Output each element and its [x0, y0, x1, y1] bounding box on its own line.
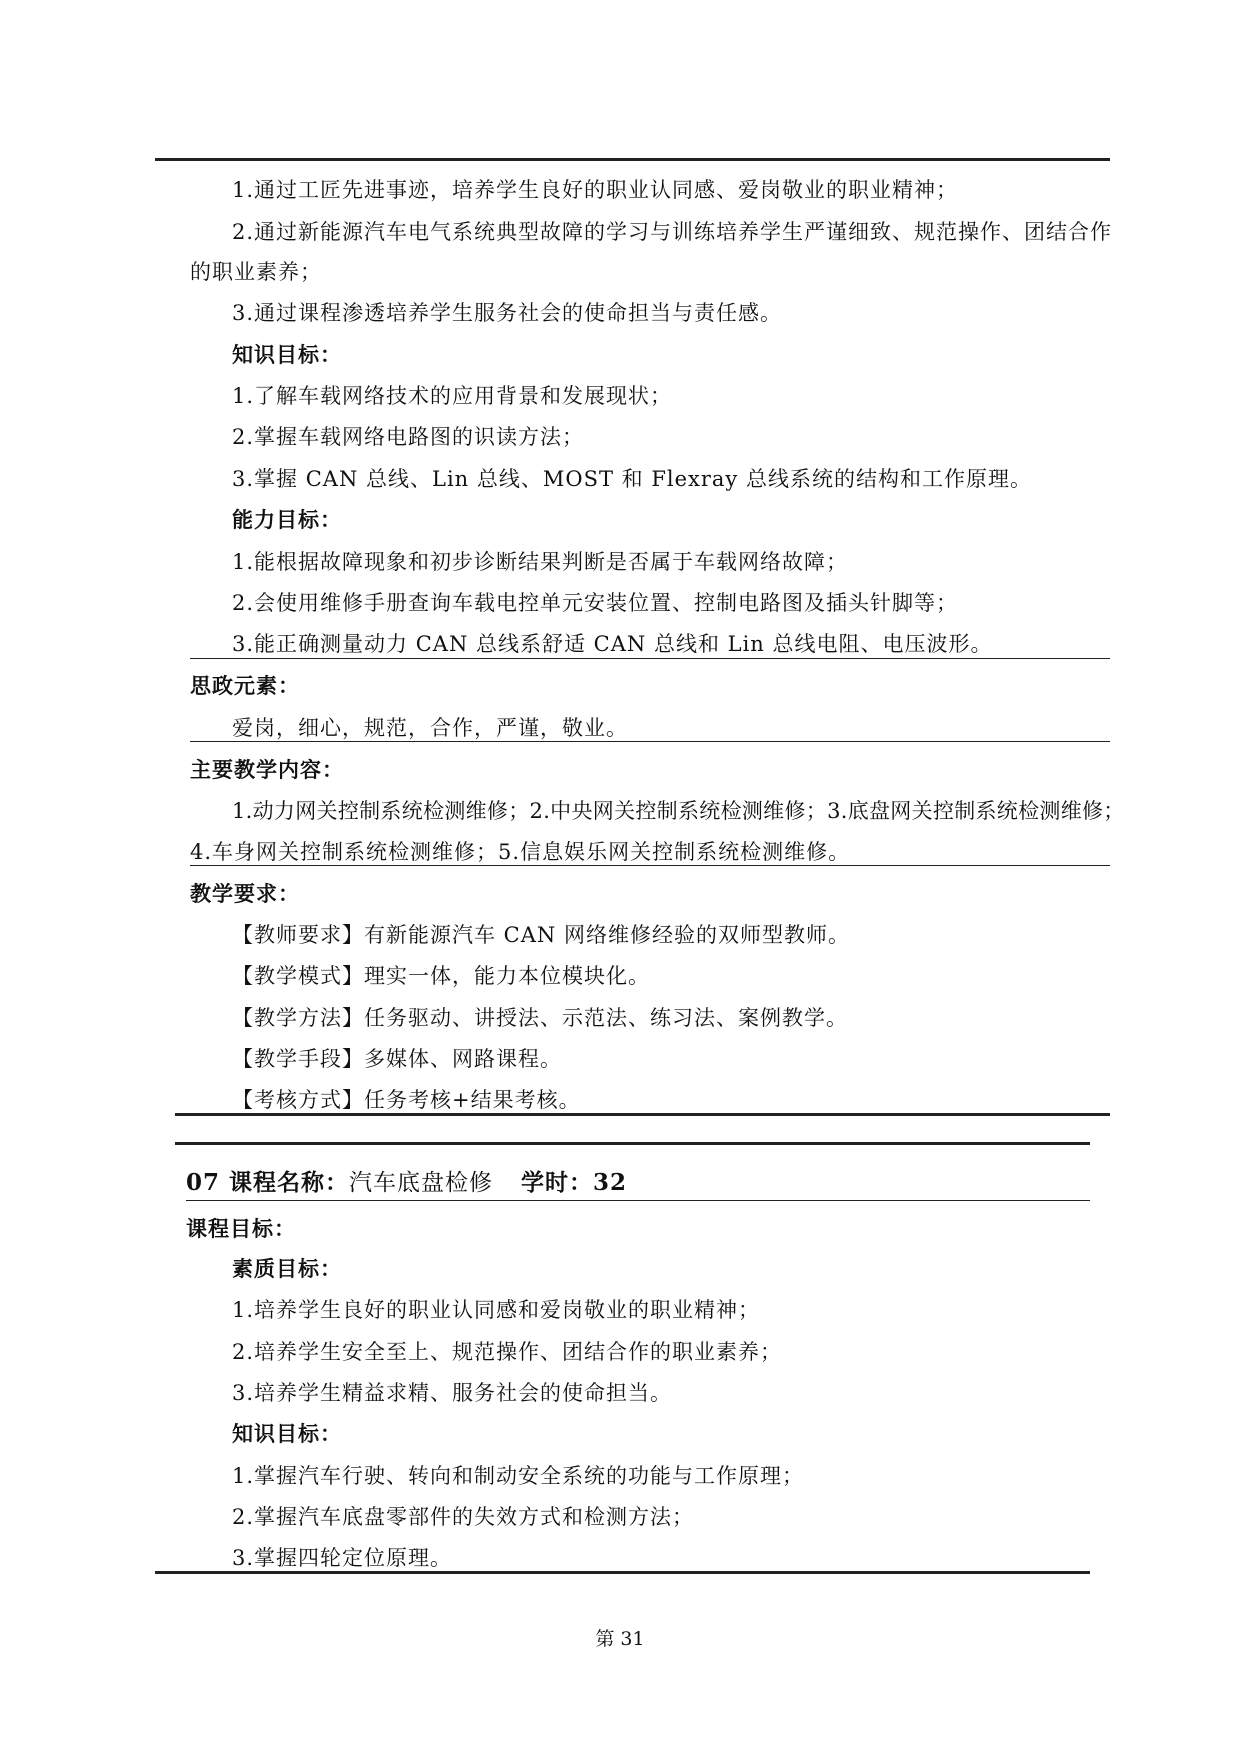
knowledge-item: 1.了解车载网络技术的应用背景和发展现状； — [232, 384, 673, 408]
course-title-rule — [186, 1200, 1090, 1201]
knowledge-heading: 知识目标： — [232, 1421, 342, 1446]
requirement-item: 【教学方法】任务驱动、讲授法、示范法、练习法、案例教学。 — [232, 1006, 848, 1030]
knowledge-item: 2.掌握汽车底盘零部件的失效方式和检测方法； — [232, 1505, 695, 1529]
knowledge-item: 3.掌握 CAN 总线、Lin 总线、MOST 和 Flexray 总线系统的结构和工作原理。 — [232, 467, 1032, 491]
knowledge-item: 3.掌握四轮定位原理。 — [232, 1546, 453, 1570]
ideology-text: 爱岗，细心，规范，合作，严谨，敬业。 — [232, 716, 628, 740]
knowledge-item: 1.掌握汽车行驶、转向和制动安全系统的功能与工作原理； — [232, 1464, 805, 1488]
knowledge-item: 2.掌握车载网络电路图的识读方法； — [232, 425, 585, 449]
content-heading: 主要教学内容： — [190, 757, 344, 782]
ability-item: 2.会使用维修手册查询车载电控单元安装位置、控制电路图及插头针脚等； — [232, 591, 959, 615]
quality-item: 3.培养学生精益求精、服务社会的使命担当。 — [232, 1381, 673, 1405]
requirements-heading: 教学要求： — [190, 881, 300, 906]
bottom-rule — [155, 1571, 1090, 1574]
table-bottom-rule — [175, 1113, 1110, 1116]
course-hours: 学时：32 — [521, 1169, 628, 1196]
content-line: 1.动力网关控制系统检测维修；2.中央网关控制系统检测维修；3.底盘网关控制系统检测维修； — [232, 799, 1125, 823]
course-name: 汽车底盘检修 — [349, 1170, 494, 1196]
quality-item: 的职业素养； — [190, 260, 322, 284]
knowledge-heading: 知识目标： — [232, 342, 342, 367]
quality-item: 1.通过工匠先进事迹，培养学生良好的职业认同感、爱岗敬业的职业精神； — [232, 178, 959, 202]
objectives-heading: 课程目标： — [186, 1216, 296, 1241]
requirement-item: 【考核方式】任务考核+结果考核。 — [232, 1088, 581, 1112]
section-rule — [190, 865, 1110, 866]
course-title — [186, 1170, 627, 1196]
requirement-item: 【教师要求】有新能源汽车 CAN 网络维修经验的双师型教师。 — [232, 923, 850, 947]
content-line: 4.车身网关控制系统检测维修；5.信息娱乐网关控制系统检测维修。 — [190, 840, 851, 864]
ability-heading: 能力目标： — [232, 507, 342, 532]
quality-item: 2.培养学生安全至上、规范操作、团结合作的职业素养； — [232, 1340, 783, 1364]
ideology-heading: 思政元素： — [190, 673, 300, 698]
quality-heading: 素质目标： — [232, 1256, 342, 1281]
ability-item: 3.能正确测量动力 CAN 总线系舒适 CAN 总线和 Lin 总线电阻、电压波形。 — [232, 632, 993, 656]
quality-item: 2.通过新能源汽车电气系统典型故障的学习与训练培养学生严谨细致、规范操作、团结合作 — [232, 220, 1113, 244]
top-rule — [155, 158, 1110, 161]
section-rule — [190, 658, 1110, 659]
course-title-prefix: 07 课程名称： — [186, 1169, 350, 1196]
requirement-item: 【教学手段】多媒体、网路课程。 — [232, 1047, 562, 1071]
section-rule — [190, 741, 1110, 742]
course-header-rule — [175, 1142, 1090, 1145]
requirement-item: 【教学模式】理实一体，能力本位模块化。 — [232, 964, 650, 988]
quality-item: 1.培养学生良好的职业认同感和爱岗敬业的职业精神； — [232, 1298, 761, 1322]
page-number: 第 31 — [595, 1628, 645, 1650]
quality-item: 3.通过课程渗透培养学生服务社会的使命担当与责任感。 — [232, 301, 783, 325]
ability-item: 1.能根据故障现象和初步诊断结果判断是否属于车载网络故障； — [232, 550, 849, 574]
